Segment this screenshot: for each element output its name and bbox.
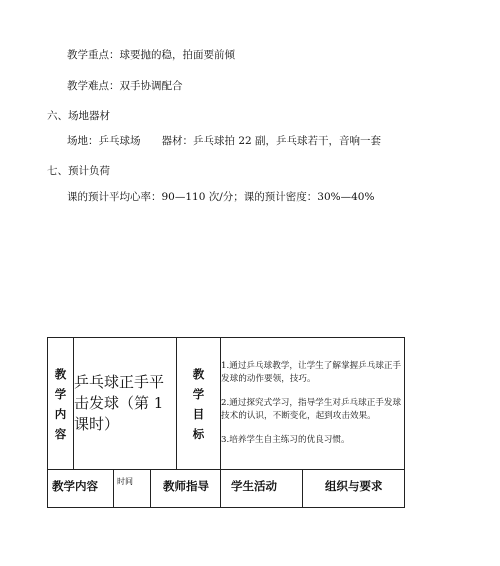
goal-label-char: 学 (192, 386, 205, 401)
content-label-cell (48, 338, 74, 470)
venue-equipment-line: 场地：乒乓球场 器材：乒乓球拍 22 副，乒乓球若干，音响一套 (67, 135, 382, 147)
section-heading-venue: 六、场地器材 (47, 110, 110, 122)
col-header-student: 学生活动 (221, 470, 303, 508)
content-label-char: 教 (54, 366, 67, 381)
goal-label-char: 教 (192, 366, 205, 381)
goal-label-char: 目 (192, 406, 205, 421)
teaching-goals-cell (221, 338, 405, 470)
teaching-goal-item: 2.通过探究式学习，指导学生对乒乓球正手发球技术的认识，不断变化，起到攻击效果。 (221, 398, 402, 421)
goal-label-cell (177, 338, 221, 470)
section-heading-load: 七、预计负荷 (47, 165, 110, 177)
content-label-char: 容 (54, 426, 67, 441)
teaching-difficulty: 教学难点：双手协调配合 (67, 80, 183, 92)
header-row (48, 470, 405, 508)
content-label-char: 内 (54, 406, 67, 421)
expected-load-line: 课的预计平均心率：90—110 次/分；课的预计密度：30%—40% (67, 191, 375, 203)
lesson-plan-table (47, 337, 405, 508)
teaching-focus: 教学重点：球要抛的稳，拍面要前倾 (67, 49, 235, 61)
col-header-time: 时间 (114, 470, 151, 508)
goal-label-char: 标 (192, 426, 205, 441)
col-header-content: 教学内容 (48, 470, 114, 508)
teaching-goal-item: 1.通过乒乓球教学，让学生了解掌握乒乓球正手发球的动作要领，技巧。 (221, 361, 402, 384)
lesson-topic: 乒乓球正手平击发球（第 1 课时） (74, 338, 177, 470)
col-header-organization: 组织与要求 (303, 470, 405, 508)
content-label-char: 学 (54, 386, 67, 401)
teaching-goal-item: 3.培养学生自主练习的优良习惯。 (221, 435, 350, 445)
col-header-teacher: 教师指导 (151, 470, 221, 508)
overview-row (48, 338, 405, 470)
